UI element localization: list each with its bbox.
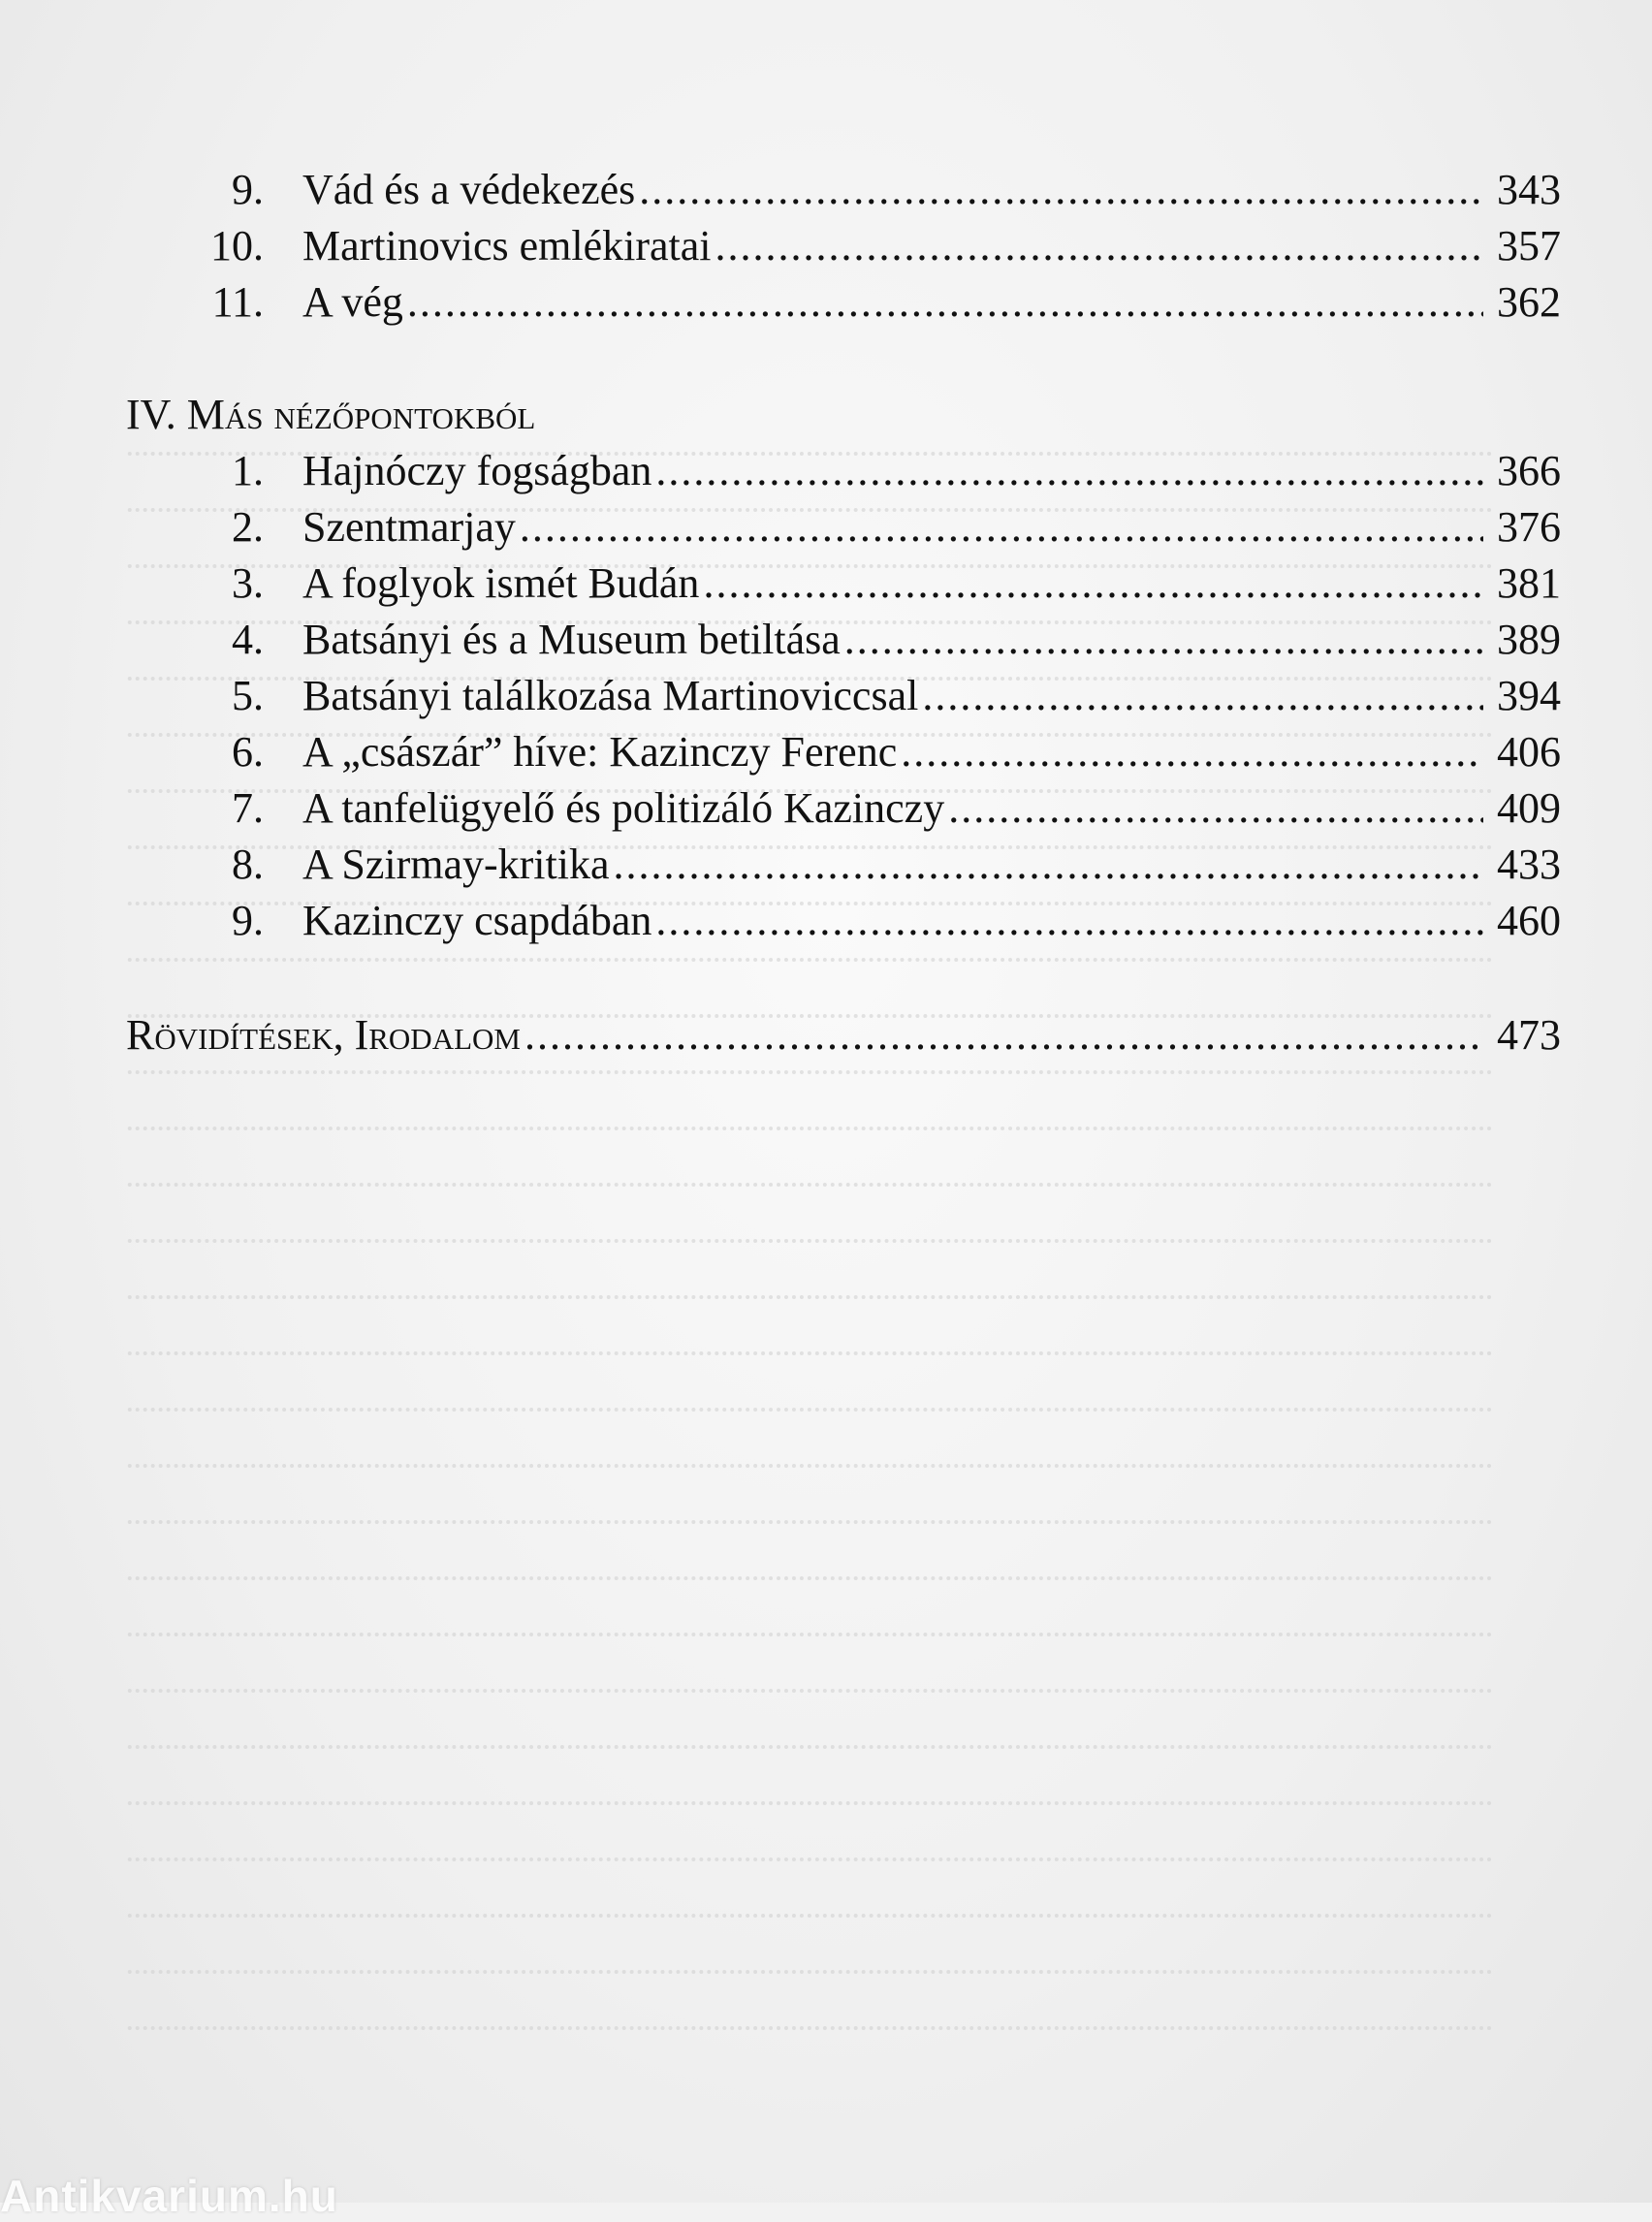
section-heading — [126, 390, 535, 439]
entry-title: A vég — [302, 278, 403, 326]
entry-title: Batsányi és a Museum betiltása — [302, 616, 841, 663]
entry-page-number: 381 — [1497, 559, 1561, 607]
watermark: Antikvarium.hu — [0, 2171, 338, 2221]
toc-entry — [126, 446, 1561, 500]
entry-page-number: 394 — [1497, 672, 1561, 719]
entry-page-number: 376 — [1497, 503, 1561, 551]
toc-entry — [126, 277, 1561, 332]
entry-number: 7. — [232, 784, 264, 832]
entry-number: 8. — [232, 841, 264, 888]
dot-leader — [655, 896, 1483, 945]
entry-title: A Szirmay-kritika — [302, 841, 610, 888]
toc-entry — [126, 558, 1561, 613]
entry-page-number: 409 — [1497, 784, 1561, 832]
back-matter-title: Rövidítések, Irodalom — [126, 1011, 521, 1059]
dot-leader — [715, 221, 1483, 270]
entry-title: Vád és a védekezés — [302, 166, 636, 213]
entry-title: Martinovics emlékiratai — [302, 222, 712, 270]
dot-leader — [520, 502, 1483, 552]
toc-entry — [126, 221, 1561, 275]
entry-title: A tanfelügyelő és politizáló Kazinczy — [302, 784, 945, 832]
entry-page-number: 343 — [1497, 166, 1561, 213]
entry-title: A foglyok ismét Budán — [302, 559, 700, 607]
toc-entry — [126, 783, 1561, 838]
entry-page-number: 357 — [1497, 222, 1561, 270]
entry-page-number: 433 — [1497, 841, 1561, 888]
entry-page-number: 406 — [1497, 728, 1561, 776]
section-title: Más nézőpontokból — [186, 391, 536, 438]
toc-entry — [126, 615, 1561, 669]
toc-entry — [126, 840, 1561, 894]
entry-page-number: 460 — [1497, 897, 1561, 944]
dot-leader — [655, 446, 1483, 495]
entry-title: Kazinczy csapdában — [302, 897, 652, 944]
entry-title: A „császár” híve: Kazinczy Ferenc — [302, 728, 898, 776]
entry-title: Szentmarjay — [302, 503, 516, 551]
toc-entry-back-matter — [126, 1010, 1561, 1064]
dot-leader — [703, 558, 1483, 608]
entry-number: 9. — [232, 897, 264, 944]
entry-number: 1. — [232, 447, 264, 494]
dot-leader — [639, 165, 1483, 214]
dot-leader — [844, 615, 1483, 664]
entry-number: 10. — [210, 222, 264, 270]
entry-page-number: 362 — [1497, 278, 1561, 326]
entry-page-number: 389 — [1497, 616, 1561, 663]
entry-number: 3. — [232, 559, 264, 607]
section-roman-numeral: IV. — [126, 391, 176, 438]
toc-entry — [126, 165, 1561, 219]
dot-leader — [901, 727, 1483, 777]
entry-title: Hajnóczy fogságban — [302, 447, 652, 494]
entry-number: 11. — [211, 278, 264, 326]
entry-number: 6. — [232, 728, 264, 776]
entry-page-number: 473 — [1497, 1011, 1561, 1059]
dot-leader — [407, 277, 1483, 327]
toc-entry — [126, 671, 1561, 725]
toc-entry — [126, 502, 1561, 556]
dot-leader — [948, 783, 1483, 833]
entry-number: 9. — [232, 166, 264, 213]
toc-entry — [126, 896, 1561, 950]
dot-leader — [524, 1010, 1483, 1060]
entry-number: 2. — [232, 503, 264, 551]
dot-leader — [922, 671, 1483, 720]
entry-page-number: 366 — [1497, 447, 1561, 494]
entry-title: Batsányi találkozása Martinoviccsal — [302, 672, 919, 719]
dot-leader — [614, 840, 1484, 889]
entry-number: 4. — [232, 616, 264, 663]
toc-entry — [126, 727, 1561, 781]
entry-number: 5. — [232, 672, 264, 719]
